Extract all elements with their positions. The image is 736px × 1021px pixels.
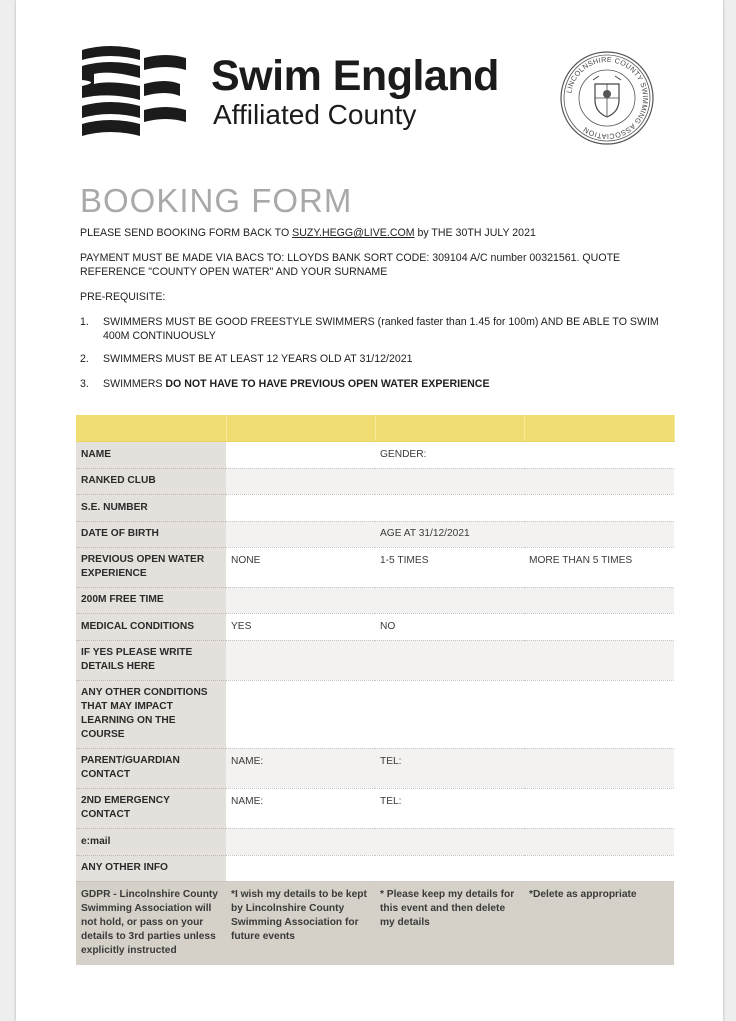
free-time-input[interactable]	[226, 587, 674, 613]
row-other-info	[76, 855, 674, 881]
label-parent-contact: PARENT/GUARDIAN CONTACT	[76, 748, 226, 788]
gdpr-note: *Delete as appropriate	[524, 881, 674, 965]
send-instructions	[80, 226, 536, 240]
seal-text: LINCOLNSHIRE COUNTY SWIMMING ASSOCIATION	[564, 54, 651, 142]
emergency-tel-field[interactable]: TEL:	[375, 788, 674, 828]
page-title: BOOKING FORM	[80, 182, 353, 220]
email-input[interactable]	[226, 828, 674, 855]
gdpr-option-delete[interactable]: * Please keep my details for this event and then delete my details	[375, 881, 524, 965]
row-previous-open-water	[76, 547, 674, 587]
name-input[interactable]	[226, 441, 375, 468]
label-dob: DATE OF BIRTH	[76, 521, 226, 547]
brand-subtitle: Affiliated County	[213, 99, 417, 130]
row-email	[76, 828, 674, 855]
parent-name-field[interactable]: NAME:	[226, 748, 375, 788]
prerequisite-text	[103, 377, 670, 391]
label-ranked-club: RANKED CLUB	[76, 468, 226, 494]
brand-name: Swim England	[211, 52, 499, 100]
prerequisite-number: 3.	[80, 378, 89, 390]
label-se-number: S.E. NUMBER	[76, 494, 226, 521]
swim-england-logo-icon	[80, 44, 188, 140]
label-other-info: ANY OTHER INFO	[76, 855, 226, 881]
row-medical	[76, 613, 674, 640]
document-page	[16, 0, 723, 1021]
booking-form-table	[76, 415, 675, 965]
prerequisite-text: SWIMMERS MUST BE GOOD FREESTYLE SWIMMERS (ranked faster than 1.45 for 100m) AND BE ABLE TO SWIM 400M CONTINUOUSLY	[103, 316, 659, 342]
gdpr-statement: GDPR - Lincolnshire County Swimming Association will not hold, or pass on your details to 3rd parties unless explicitly instructed	[76, 881, 226, 965]
row-gdpr	[76, 881, 674, 965]
label-previous-open-water: PREVIOUS OPEN WATER EXPERIENCE	[76, 547, 226, 587]
row-ranked-club	[76, 468, 674, 494]
parent-tel-field[interactable]: TEL:	[375, 748, 674, 788]
prerequisite-text: SWIMMERS MUST BE AT LEAST 12 YEARS OLD AT 31/12/2021	[103, 353, 413, 365]
other-conditions-input[interactable]	[226, 680, 674, 748]
label-other-conditions: ANY OTHER CONDITIONS THAT MAY IMPACT LEARNING ON THE COURSE	[76, 680, 226, 748]
ranked-club-input[interactable]	[226, 468, 674, 494]
brand-block	[211, 52, 499, 130]
medical-no[interactable]: NO	[375, 613, 524, 640]
row-se-number	[76, 494, 674, 521]
row-dob	[76, 521, 674, 547]
label-email: e:mail	[76, 828, 226, 855]
medical-details-input[interactable]	[226, 640, 674, 680]
row-emergency-contact	[76, 788, 674, 828]
row-if-yes	[76, 640, 674, 680]
send-suffix: by THE 30TH JULY 2021	[414, 227, 536, 239]
payment-instructions: PAYMENT MUST BE MADE VIA BACS TO: LLOYDS BANK SORT CODE: 309104 A/C number 00321561. QUOTE REFERENCE "COUNTY OPEN WATER" AND YOUR SURNAME	[80, 252, 621, 278]
option-1-5-times[interactable]: 1-5 TIMES	[375, 547, 524, 587]
se-number-input[interactable]	[226, 494, 674, 521]
row-free-time	[76, 587, 674, 613]
gdpr-option-keep[interactable]: *I wish my details to be kept by Lincolnshire County Swimming Association for future events	[226, 881, 375, 965]
other-info-input[interactable]	[226, 855, 674, 881]
age-input[interactable]	[524, 521, 674, 547]
label-emergency-contact: 2ND EMERGENCY CONTACT	[76, 788, 226, 828]
row-name	[76, 441, 674, 468]
county-seal-icon	[559, 50, 655, 146]
form-header-band	[76, 415, 674, 441]
medical-yes[interactable]: YES	[226, 613, 375, 640]
dob-input[interactable]	[226, 521, 375, 547]
gender-input[interactable]	[524, 441, 674, 468]
contact-email-link[interactable]: SUZY.HEGG@LIVE.COM	[292, 227, 415, 239]
label-name: NAME	[76, 441, 226, 468]
prerequisite-text-plain: SWIMMERS	[103, 378, 166, 390]
gender-field[interactable]: GENDER:	[375, 441, 524, 468]
prerequisite-number: 1.	[80, 316, 89, 328]
emergency-name-field[interactable]: NAME:	[226, 788, 375, 828]
prerequisite-heading: PRE-REQUISITE:	[80, 291, 166, 303]
row-parent-contact	[76, 748, 674, 788]
option-none[interactable]: NONE	[226, 547, 375, 587]
option-more-than-5[interactable]: MORE THAN 5 TIMES	[524, 547, 674, 587]
label-free-time: 200M FREE TIME	[76, 587, 226, 613]
send-prefix: PLEASE SEND BOOKING FORM BACK TO	[80, 227, 293, 239]
age-at-field[interactable]: AGE AT 31/12/2021	[375, 521, 524, 547]
label-medical: MEDICAL CONDITIONS	[76, 613, 226, 640]
prerequisite-text-bold: DO NOT HAVE TO HAVE PREVIOUS OPEN WATER EXPERIENCE	[165, 378, 490, 390]
row-other-conditions	[76, 680, 674, 748]
label-if-yes: IF YES PLEASE WRITE DETAILS HERE	[76, 640, 226, 680]
prerequisite-number: 2.	[80, 353, 89, 365]
